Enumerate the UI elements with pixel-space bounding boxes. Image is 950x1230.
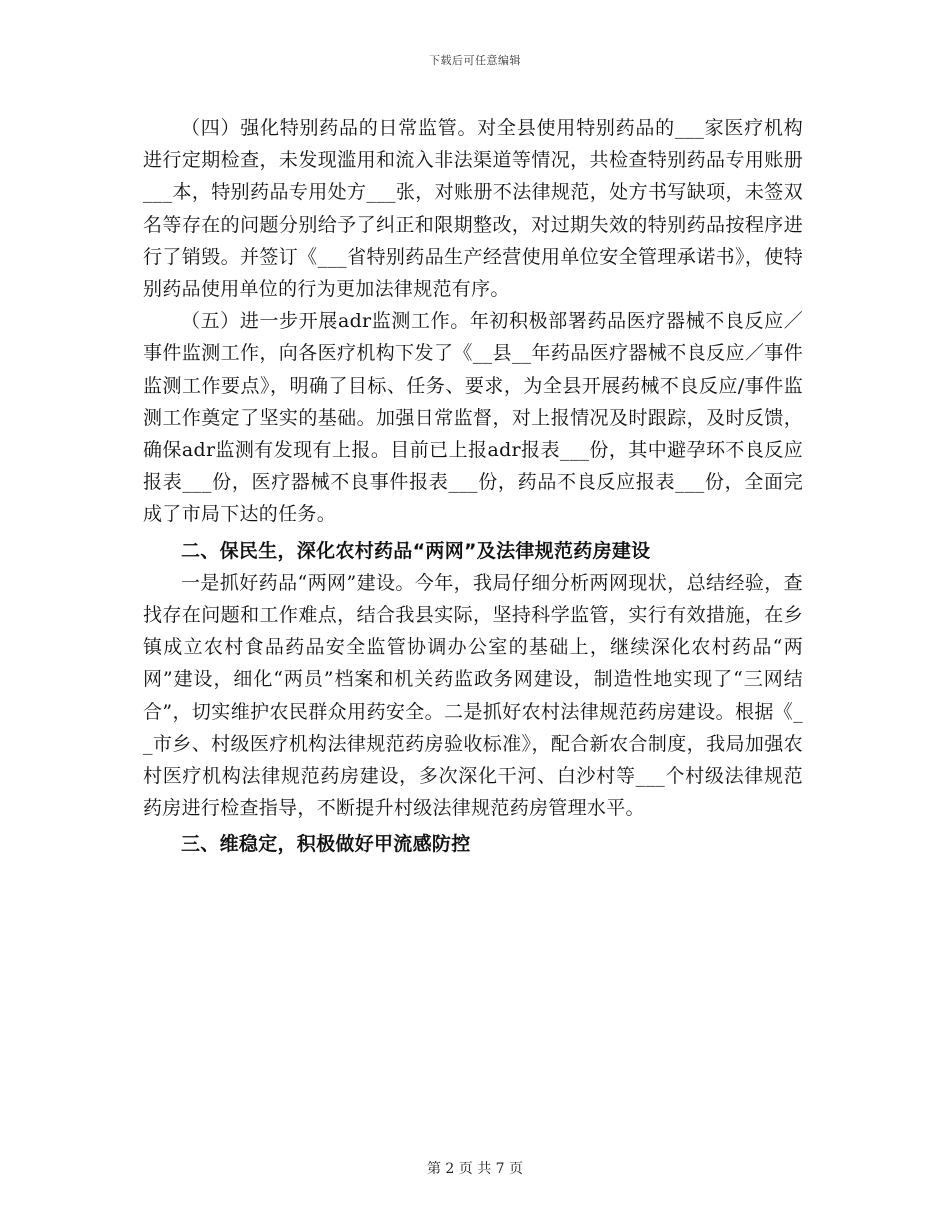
document-body [143,112,803,861]
page-header: 下载后可任意编辑 [429,54,521,67]
page-footer: 第 2 页 共 7 页 [426,1161,524,1177]
section-heading-flu-control: 三、维稳定，积极做好甲流感防控 [181,833,471,856]
section-heading-rural-pharmacy: 二、保民生，深化农村药品“两网”及法律规范药房建设 [181,539,651,562]
paragraph-adr-monitoring: （五）进一步开展adr监测工作。年初积极部署药品医疗器械不良反应／事件监测工作，向各医疗机构下发了《__县__年药品医疗器械不良反应／事件监测工作要点》，明确了目标、任务、要求，为全县开展药械不良反应/事件监测工作奠定了坚实的基础。加强日常监督，对上报情况及时跟踪，及时反馈，确保adr监测有发现有上报。目前已上报adr报表___份，其中避孕环不良反应报表___份，医疗器械不良事件报表___份，药品不良反应报表___份，全面完成了市局下达的任务。 [143,310,803,526]
paragraph-two-networks: 一是抓好药品“两网”建设。今年，我局仔细分析两网现状，总结经验，查找存在问题和工作难点，结合我县实际，坚持科学监管，实行有效措施，在乡镇成立农村食品药品安全监管协调办公室的基础上，继续深化农村药品“两网”建设，细化“两员”档案和机关药监政务网建设，制造性地实现了“三网结合”，切实维护农民群众用药安全。二是抓好农村法律规范药房建设。根据《__市乡、村级医疗机构法律规范药房验收标准》，配合新农合制度，我局加强农村医疗机构法律规范药房建设，多次深化干河、白沙村等___个村级法律规范药房进行检查指导，不断提升村级法律规范药房管理水平。 [143,571,803,820]
paragraph-special-drugs: （四）强化特别药品的日常监管。对全县使用特别药品的___家医疗机构进行定期检查，未发现滥用和流入非法渠道等情况，共检查特别药品专用账册___本，特别药品专用处方___张，对账册不法律规范，处方书写缺项，未签双名等存在的问题分别给予了纠正和限期整改，对过期失效的特别药品按程序进行了销毁。并签订《___省特别药品生产经营使用单位安全管理承诺书》，使特别药品使用单位的行为更加法律规范有序。 [143,117,803,301]
